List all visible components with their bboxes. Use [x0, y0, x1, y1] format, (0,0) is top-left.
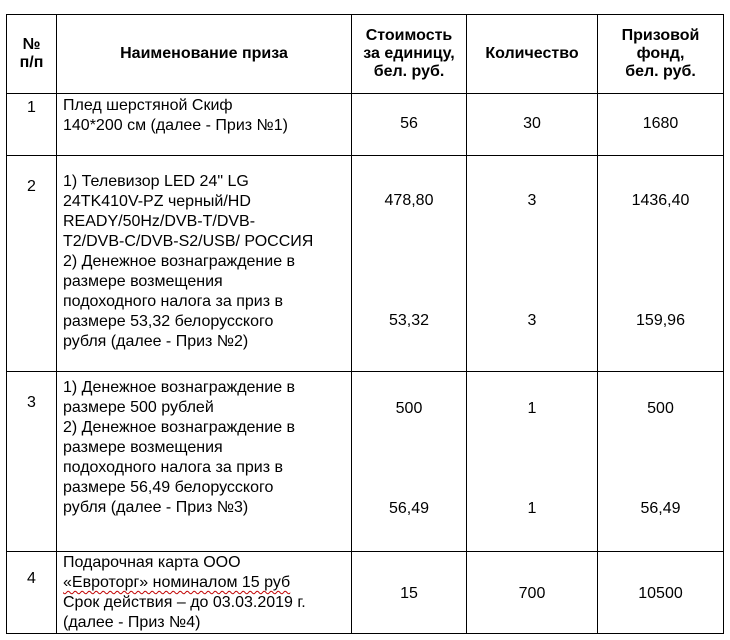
fund-value: 1680	[642, 115, 679, 132]
header-row	[7, 15, 724, 94]
fund-value: 1436,40	[631, 192, 690, 209]
fund-value: 500	[647, 400, 674, 417]
row-name	[57, 372, 352, 552]
qty-value: 1	[527, 500, 537, 517]
qty-value: 3	[527, 312, 537, 329]
row-qty	[467, 372, 598, 552]
row-name-line: 140*200 см (далее - Приз №1)	[63, 117, 288, 134]
header-num-line2: п/п	[19, 54, 44, 71]
row-name-line: размере 56,49 белорусского	[63, 479, 274, 496]
table-row	[7, 372, 724, 552]
cost-value: 56	[400, 115, 418, 132]
row-name-line: подоходного налога за приз в	[63, 293, 283, 310]
qty-value: 1	[527, 400, 537, 417]
row-name-line-text: Подарочная карта ООО	[63, 554, 241, 571]
cost-value: 15	[400, 585, 418, 602]
row-num: 4	[7, 552, 57, 634]
row-fund	[598, 372, 724, 552]
row-name-line: размере возмещения	[63, 273, 223, 290]
header-cost-line2: за единицу,	[363, 45, 455, 62]
row-fund	[598, 94, 724, 156]
qty-value: 30	[523, 115, 541, 132]
header-cost-line3: бел. руб.	[373, 63, 445, 80]
qty-value: 3	[527, 192, 537, 209]
cost-value: 500	[395, 400, 423, 417]
row-name-line: размере возмещения	[63, 439, 223, 456]
row-name-line: 1) Телевизор LED 24" LG	[63, 173, 249, 190]
cost-value: 53,32	[388, 312, 430, 329]
table-row	[7, 94, 724, 156]
row-name-line: размере 53,32 белорусского	[63, 313, 274, 330]
row-name-line: Срок действия – до 03.03.2019 г.	[63, 594, 306, 611]
row-name-line: размере 500 рублей	[63, 399, 214, 416]
row-name-line: READY/50Hz/DVB-T/DVB-	[63, 213, 256, 230]
row-name-line	[63, 573, 347, 593]
row-name-line: Плед шерстяной Скиф	[63, 97, 233, 114]
header-name: Наименование приза	[57, 15, 352, 94]
row-num: 3	[7, 372, 57, 552]
fund-value: 159,96	[636, 312, 685, 329]
header-fund-line1: Призовой	[621, 27, 700, 44]
row-cost	[352, 156, 467, 372]
row-name-line: 2) Денежное вознаграждение в	[63, 419, 296, 436]
row-name-line: T2/DVB-C/DVB-S2/USB/ РОССИЯ	[63, 233, 314, 250]
row-name-line: подоходного налога за приз в	[63, 459, 283, 476]
row-name-line: 24TK410V-PZ черный/HD	[63, 193, 251, 210]
row-cost	[352, 372, 467, 552]
row-fund	[598, 156, 724, 372]
row-name-line: (далее - Приз №4)	[63, 614, 201, 631]
cost-value: 478,80	[384, 192, 434, 209]
row-num: 2	[7, 156, 57, 372]
header-cost	[352, 15, 467, 94]
row-qty	[467, 552, 598, 634]
row-name-line: 2) Денежное вознаграждение в	[63, 253, 296, 270]
row-qty	[467, 94, 598, 156]
row-name	[57, 156, 352, 372]
qty-value: 700	[518, 585, 546, 602]
row-name	[57, 94, 352, 156]
prize-table	[6, 14, 724, 634]
cost-value: 56,49	[388, 500, 430, 517]
header-num	[7, 15, 57, 94]
header-fund	[598, 15, 724, 94]
row-name-line-text: «Евроторг» номиналом 15 руб	[63, 574, 291, 591]
header-qty: Количество	[467, 15, 598, 94]
fund-value: 56,49	[640, 500, 681, 517]
header-num-line1: №	[22, 36, 41, 53]
header-fund-line3: бел. руб.	[625, 63, 696, 80]
fund-value: 10500	[638, 585, 683, 602]
row-cost	[352, 552, 467, 634]
row-name-line: рубля (далее - Приз №3)	[63, 499, 249, 516]
row-name	[57, 552, 352, 634]
header-fund-line2: фонд,	[636, 45, 685, 62]
header-cost-line1: Стоимость	[365, 27, 453, 44]
row-cost	[352, 94, 467, 156]
row-fund	[598, 552, 724, 634]
row-qty	[467, 156, 598, 372]
table-row	[7, 156, 724, 372]
row-name-line: 1) Денежное вознаграждение в	[63, 379, 296, 396]
row-name-line	[63, 553, 347, 573]
row-name-line: рубля (далее - Приз №2)	[63, 333, 249, 350]
table-row	[7, 552, 724, 634]
row-num: 1	[7, 94, 57, 156]
